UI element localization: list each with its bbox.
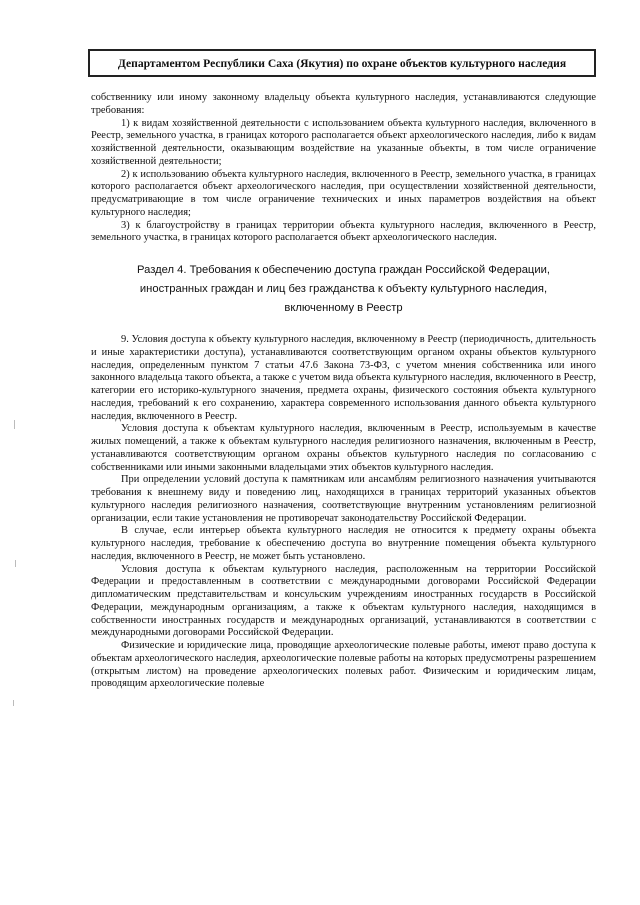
department-header-title: Департаментом Республики Саха (Якутия) по охране объектов культурного наследия (117, 56, 567, 70)
section-heading-line: иностранных граждан и лиц без гражданства к объекту культурного наследия, (139, 283, 548, 295)
scan-mark (13, 700, 14, 706)
paragraph-requirement-2: 2) к использованию объекта культурного наследия, включенного в Реестр, земельного участка, в границах которого располагается объект археологического наследия, при осуществлении хозяйственной деятельности, предусматривающие в том числе ограничение технических и иных параметров воздействия на объект культурного наследия; (91, 168, 596, 218)
scan-mark (14, 420, 15, 429)
paragraph-requirement-3: 3) к благоустройству в границах территории объекта культурного наследия, включенного в Реестр, земельного участка, в границах которого располагается объект археологического наследия. (91, 219, 596, 244)
section-heading-line: Раздел 4. Требования к обеспечению доступа граждан Российской Федерации, (137, 264, 550, 276)
section-4-heading (91, 261, 596, 318)
paragraph-requirement-1: 1) к видам хозяйственной деятельности с использованием объекта культурного наследия, включенного в Реестр, земельного участка, в границах которого располагается объект археологического наследия, либо к видам хозяйственной деятельности, оказывающим воздействие на указанные объекты, в том числе ограничение хозяйственной деятельности; (91, 117, 596, 167)
paragraph-interior: В случае, если интерьер объекта культурного наследия не относится к предмету охраны объекта культурного наследия, требование к обеспечению доступа во внутренние помещения объекта культурного наследия, включенного в Реестр, не может быть установлено. (91, 525, 596, 562)
paragraph-religious-monuments: При определении условий доступа к памятникам или ансамблям религиозного назначения учитываются требования к внешнему виду и поведению лиц, находящихся в границах территорий указанных объектов культурного наследия религиозного назначения, соответствующие внутренним установлениям религиозной организации, если такие установления не противоречат законодательству Российской Федерации. (91, 474, 596, 524)
section-heading-line: включенному в Реестр (284, 302, 403, 314)
paragraph-archaeological-works: Физические и юридические лица, проводящие археологические полевые работы, имеют право доступа к объектам археологического наследия, археологические полевые работы на которых предусмотрены разрешением (открытым листом) на проведение археологических полевых работ. Физическим и юридическим лицам, проводящим археологические полевые (91, 640, 596, 690)
department-header (88, 49, 596, 77)
paragraph-diplomatic: Условия доступа к объектам культурного наследия, расположенным на территории Российской Федерации и предоставленным в соответствии с международными договорами Российской Федерации дипломатическим представительствам и консульским учреждениям иностранных государств в Российской Федерации, международным организациям, а также к объектам культурного наследия, находящимся в собственности иностранных государств и международных организаций, устанавливаются в соответствии с международными договорами Российской Федерации. (91, 563, 596, 639)
scan-mark (15, 560, 16, 567)
document-body (91, 92, 596, 691)
paragraph-item-9: 9. Условия доступа к объекту культурного наследия, включенному в Реестр (периодичность, длительность и иные характеристики доступа), устанавливаются соответствующим органом охраны объектов культурного наследия, определенным пунктом 7 статьи 47.6 Закона 73-ФЗ, с учетом мнения собственника или иного законного владельца такого объекта, а также с учетом вида объекта культурного наследия, включенного в Реестр, категории его историко-культурного значения, предмета охраны, физического состояния объекта культурного наследия, требований к его сохранению, характера современного использования данного объекта культурного наследия, включенного в Реестр. (91, 334, 596, 422)
paragraph-requirements-intro: собственнику или иному законному владельцу объекта культурного наследия, устанавливаются следующие требования: (91, 92, 596, 116)
paragraph-residential-religious-access: Условия доступа к объектам культурного наследия, включенным в Реестр, используемым в качестве жилых помещений, а также к объектам культурного наследия религиозного назначения, включенным в Реестр, устанавливаются соответствующим органом охраны объектов культурного наследия по согласованию с собственниками или иными законными владельцами этих объектов культурного наследия. (91, 423, 596, 473)
